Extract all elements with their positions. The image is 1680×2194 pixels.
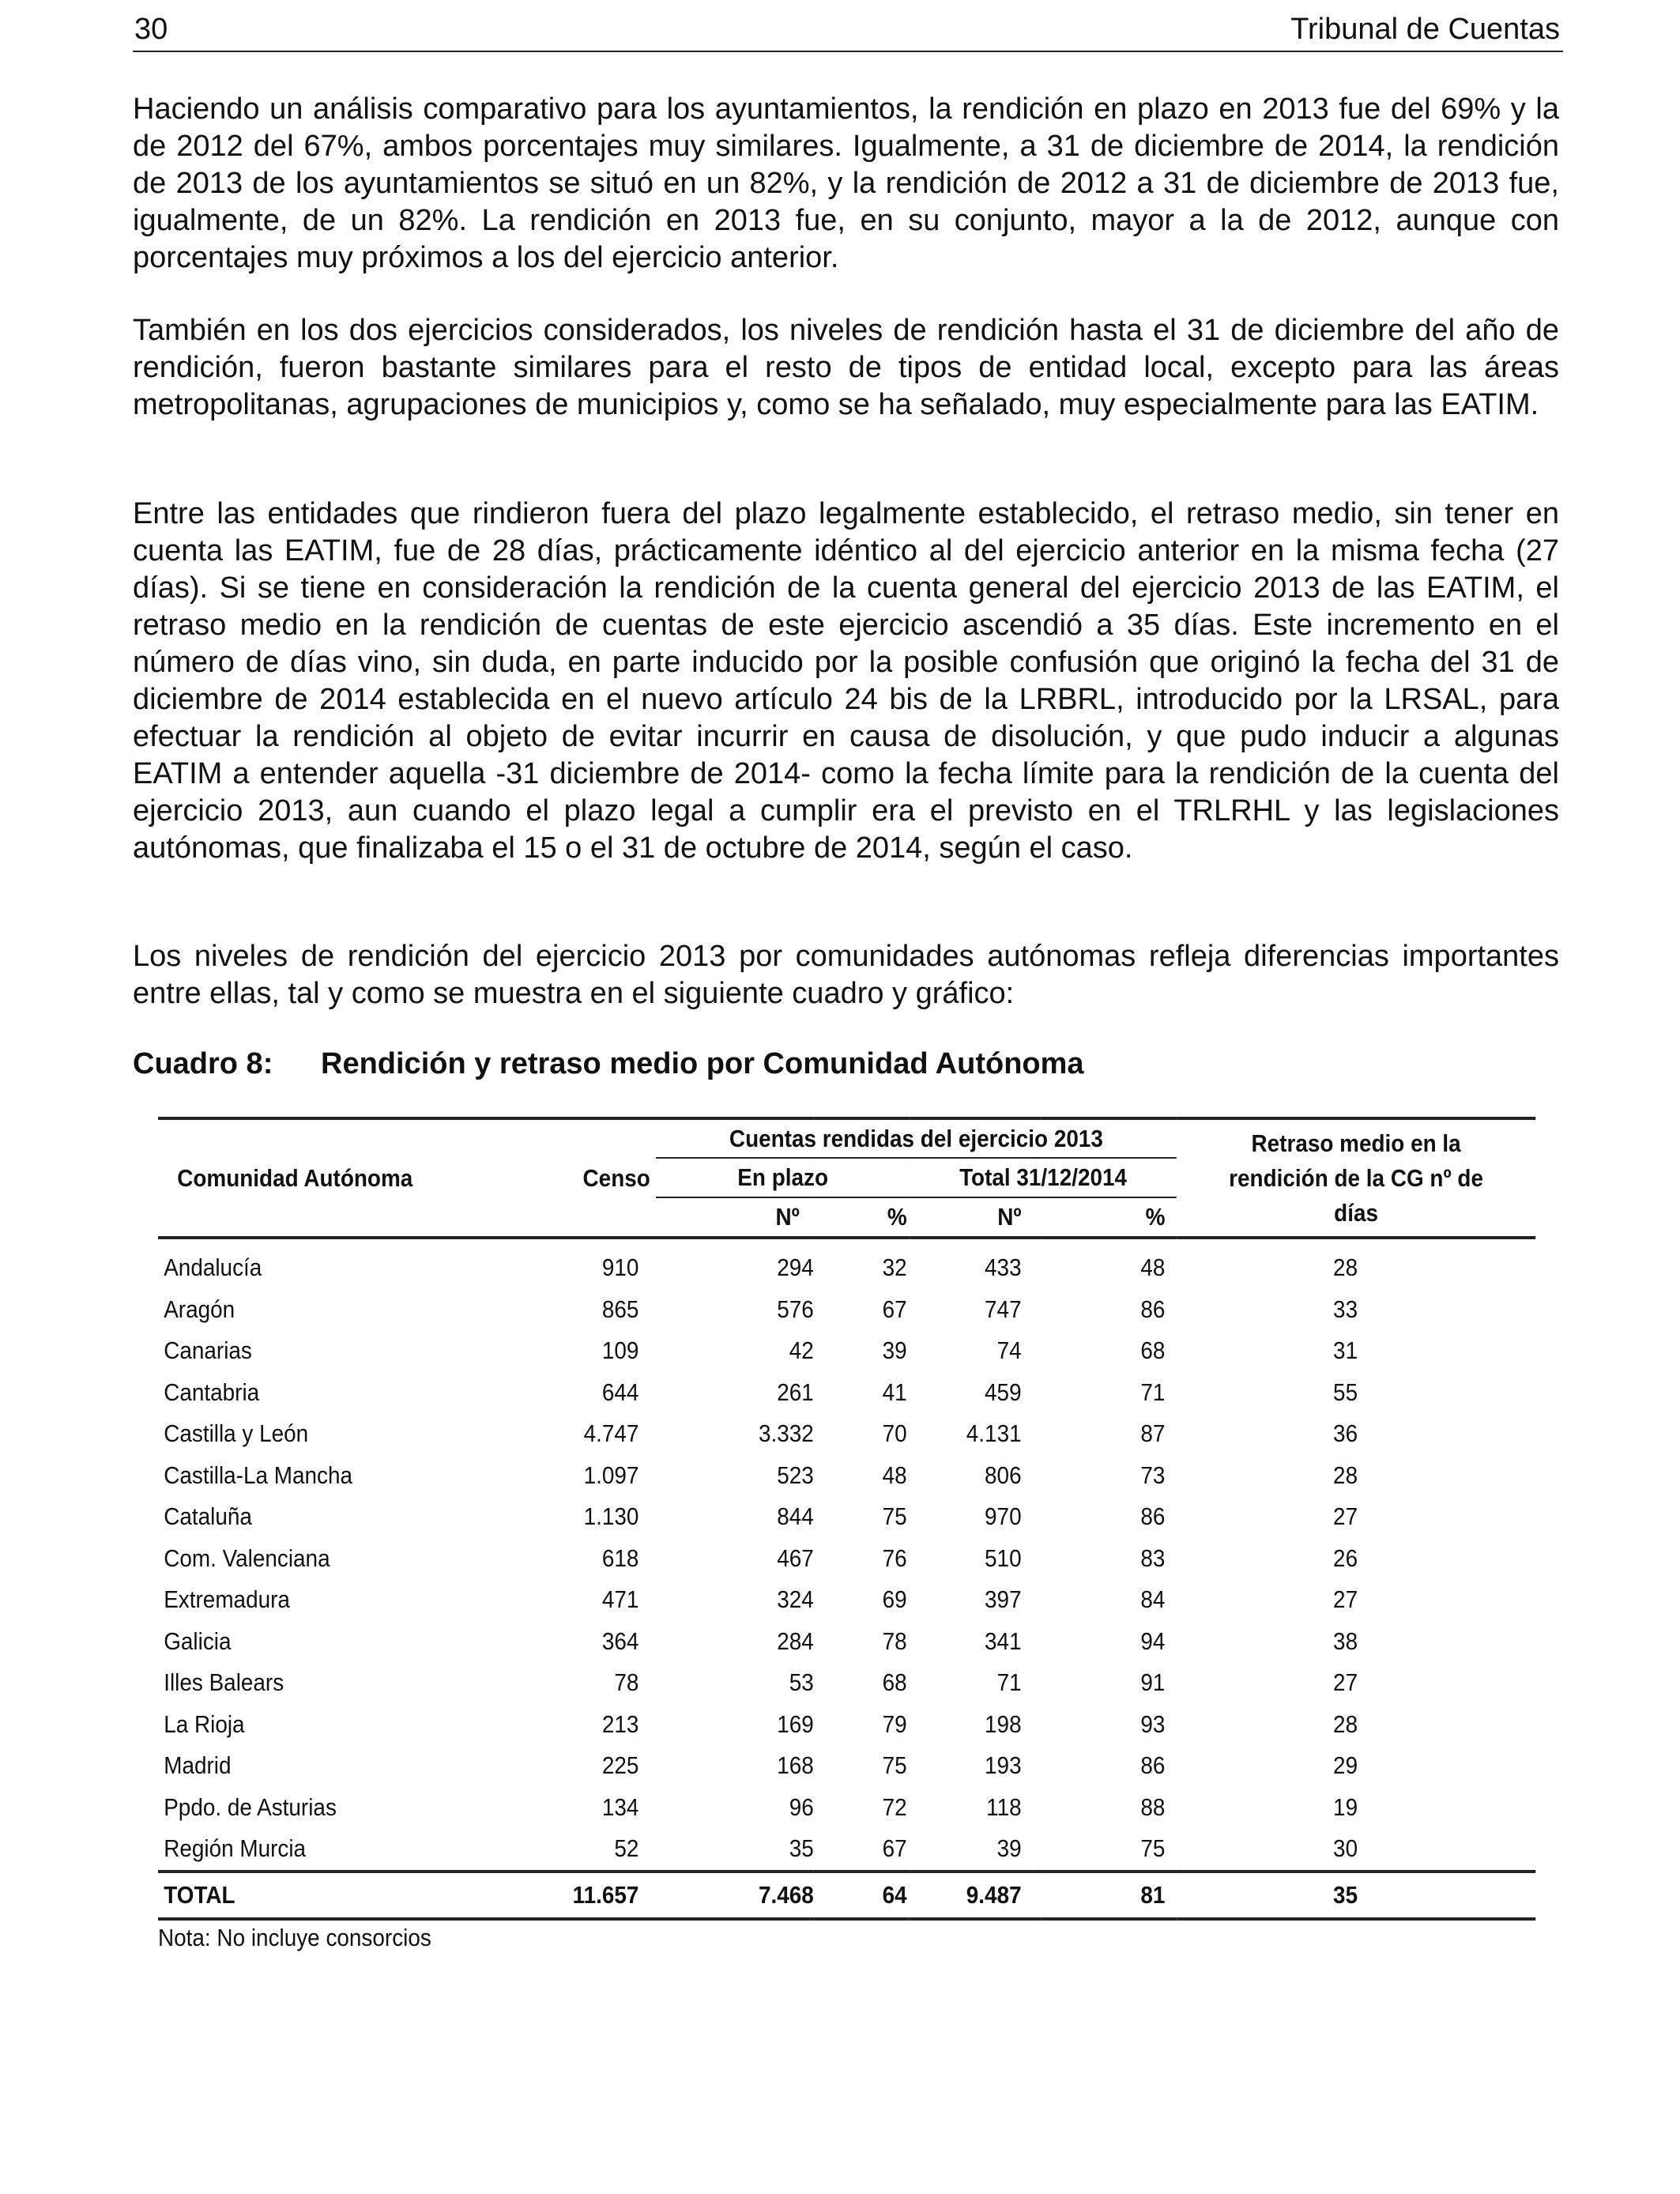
total-label: TOTAL [158,1872,518,1919]
row-in-term-pct: 69 [882,1585,907,1614]
row-total-pct: 86 [1140,1502,1166,1531]
table-row [158,1538,1535,1580]
table-row [158,1745,1535,1787]
table-row [158,1330,1535,1372]
row-census: 618 [601,1544,639,1572]
header-total: Total 31/12/2014 [910,1158,1177,1197]
table-row [158,1238,1535,1289]
row-total-n: 459 [985,1378,1022,1406]
table-row [158,1828,1535,1872]
caption-number: Cuadro 8: [133,1047,273,1080]
total-total-n: 9.487 [910,1872,1041,1919]
row-in-term-n: 523 [777,1461,814,1489]
row-in-term-n: 294 [777,1253,814,1282]
row-total-n: 397 [985,1585,1022,1614]
total-in-term-n: 7.468 [656,1872,814,1919]
row-census: 225 [601,1751,639,1780]
table-row [158,1455,1535,1497]
row-delay: 33 [1333,1295,1358,1323]
row-delay: 28 [1333,1461,1358,1489]
row-community: Aragón [164,1295,235,1323]
row-delay: 19 [1333,1793,1358,1821]
table-row [158,1496,1535,1538]
row-in-term-n: 53 [789,1668,814,1697]
table-row [158,1621,1535,1663]
row-in-term-n: 467 [777,1544,814,1572]
row-in-term-n: 42 [789,1336,814,1365]
table-body [158,1238,1535,1872]
row-total-pct: 84 [1140,1585,1166,1614]
row-delay: 26 [1333,1544,1358,1572]
table-row [158,1289,1535,1331]
table-row [158,1787,1535,1829]
row-in-term-pct: 76 [882,1544,907,1572]
row-total-n: 4.131 [966,1419,1022,1448]
row-total-n: 193 [985,1751,1022,1780]
row-total-pct: 88 [1140,1793,1166,1821]
row-in-term-n: 35 [789,1834,814,1863]
row-community: La Rioja [164,1710,245,1738]
row-community: Com. Valenciana [164,1544,330,1572]
row-total-pct: 73 [1140,1461,1166,1489]
row-delay: 27 [1333,1668,1358,1697]
row-community: Madrid [164,1751,232,1780]
row-in-term-pct: 72 [882,1793,907,1821]
row-in-term-pct: 32 [882,1253,907,1282]
row-community: Castilla-La Mancha [164,1461,353,1489]
header-accounts-group: Cuentas rendidas del ejercicio 2013 [656,1118,1177,1158]
row-total-n: 806 [985,1461,1022,1489]
row-total-pct: 86 [1140,1295,1166,1323]
row-community: Ppdo. de Asturias [164,1793,337,1821]
row-total-n: 74 [996,1336,1022,1365]
row-census: 364 [601,1627,639,1655]
paragraph-2: También en los dos ejercicios considerados, los niveles de rendición hasta el 31 de diciembre del año de rendición, fueron bastante similares para el resto de tipos de entidad local, excepto para las áreas metropolitanas, agrupaciones de municipios y, como se ha señalado, muy especialmente para las EATIM. [133,314,1559,421]
row-community: Canarias [164,1336,252,1365]
row-community: Cantabria [164,1378,260,1406]
row-in-term-n: 168 [777,1751,814,1780]
row-census: 134 [601,1793,639,1821]
row-total-pct: 71 [1140,1378,1166,1406]
row-delay: 31 [1333,1336,1358,1365]
row-census: 4.747 [583,1419,639,1448]
total-delay: 35 [1177,1872,1536,1919]
row-community: Illes Balears [164,1668,284,1697]
header-p2: % [1042,1197,1177,1238]
row-in-term-pct: 39 [882,1336,907,1365]
row-delay: 28 [1333,1253,1358,1282]
row-in-term-n: 576 [777,1295,814,1323]
running-title: Tribunal de Cuentas [1290,13,1560,46]
row-community: Andalucía [164,1253,262,1282]
row-total-n: 39 [996,1834,1022,1863]
row-delay: 38 [1333,1627,1358,1655]
header-n1: Nº [656,1197,814,1238]
row-census: 78 [614,1668,639,1697]
data-table [158,1117,1535,1921]
total-row [158,1872,1535,1919]
row-census: 471 [601,1585,639,1614]
row-total-n: 118 [986,1793,1022,1821]
row-census: 910 [601,1253,639,1282]
row-delay: 55 [1333,1378,1358,1406]
row-total-n: 71 [996,1668,1022,1697]
row-total-pct: 48 [1140,1253,1166,1282]
header-in-term: En plazo [656,1158,910,1197]
row-in-term-n: 169 [777,1710,814,1738]
row-in-term-n: 284 [777,1627,814,1655]
row-total-n: 747 [985,1295,1022,1323]
header-n2: Nº [910,1197,1041,1238]
row-delay: 36 [1333,1419,1358,1448]
row-total-pct: 83 [1140,1544,1166,1572]
row-total-n: 433 [985,1253,1022,1282]
row-total-pct: 87 [1140,1419,1166,1448]
row-in-term-pct: 41 [882,1378,907,1406]
row-census: 213 [601,1710,639,1738]
row-in-term-pct: 48 [882,1461,907,1489]
table-container [158,1117,1535,1921]
row-delay: 29 [1333,1751,1358,1780]
row-in-term-pct: 67 [882,1834,907,1863]
header-community: Comunidad Autónoma [158,1118,518,1238]
paragraph-1: Haciendo un análisis comparativo para los ayuntamientos, la rendición en plazo en 2013 fue del 69% y la de 2012 del 67%, ambos porcentajes muy similares. Igualmente, a 31 de diciembre de 2014, la rendición de 2013 de los ayuntamientos se situó en un 82%, y la rendición de 2012 a 31 de diciembre de 2013 fue, igualmente, de un 82%. La rendición en 2013 fue, en su conjunto, mayor a la de 2012, aunque con porcentajes muy próximos a los del ejercicio anterior. [133,92,1559,274]
row-census: 109 [601,1336,639,1365]
row-in-term-pct: 79 [882,1710,907,1738]
row-in-term-n: 324 [777,1585,814,1614]
table-row [158,1413,1535,1455]
row-census: 865 [601,1295,639,1323]
row-community: Galicia [164,1627,232,1655]
row-community: Castilla y León [164,1419,309,1448]
header-delay: Retraso medio en la rendición de la CG nº de días [1177,1118,1536,1238]
row-total-pct: 86 [1140,1751,1166,1780]
page-header [133,9,1563,52]
row-total-n: 970 [985,1502,1022,1531]
row-in-term-n: 96 [789,1793,814,1821]
row-in-term-n: 3.332 [758,1419,814,1448]
row-total-n: 510 [985,1544,1022,1572]
row-community: Región Murcia [164,1834,307,1863]
table-row [158,1704,1535,1746]
row-census: 52 [614,1834,639,1863]
paragraph-3: Entre las entidades que rindieron fuera del plazo legalmente establecido, el retraso medio, sin tener en cuenta las EATIM, fue de 28 días, prácticamente idéntico al del ejercicio anterior en la misma fecha (27 días). Si se tiene en consideración la rendición de la cuenta general del ejercicio 2013 de las EATIM, el retraso medio en la rendición de cuentas de este ejercicio ascendió a 35 días. Este incremento en el número de días vino, sin duda, en parte inducido por la posible confusión que originó la fecha del 31 de diciembre de 2014 establecida en el nuevo artículo 24 bis de la LRBRL, introducido por la LRSAL, para efectuar la rendición al objeto de evitar incurrir en causa de disolución, y que pudo inducir a algunas EATIM a entender aquella -31 diciembre de 2014- como la fecha límite para la rendición de la cuenta del ejercicio 2013, aun cuando el plazo legal a cumplir era el previsto en el TRLRHL y las legislaciones autónomas, que finalizaba el 15 o el 31 de octubre de 2014, según el caso. [133,497,1559,865]
page-number: 30 [134,13,168,46]
row-total-pct: 68 [1140,1336,1166,1365]
row-delay: 28 [1333,1710,1358,1738]
row-in-term-n: 261 [777,1378,814,1406]
header-census: Censo [518,1118,657,1238]
row-delay: 27 [1333,1585,1358,1614]
row-delay: 30 [1333,1834,1358,1863]
row-in-term-pct: 70 [882,1419,907,1448]
row-total-pct: 91 [1140,1668,1166,1697]
row-in-term-n: 844 [777,1502,814,1531]
row-in-term-pct: 75 [882,1502,907,1531]
caption-title: Rendición y retraso medio por Comunidad Autónoma [321,1047,1084,1080]
table-row [158,1579,1535,1621]
row-census: 1.097 [583,1461,639,1489]
row-total-n: 198 [985,1710,1022,1738]
row-community: Cataluña [164,1502,252,1531]
row-in-term-pct: 75 [882,1751,907,1780]
row-in-term-pct: 78 [882,1627,907,1655]
table-note: Nota: No incluye consorcios [158,1924,431,1951]
row-community: Extremadura [164,1585,290,1614]
table-caption [133,1045,1084,1083]
row-total-n: 341 [985,1627,1022,1655]
paragraph-4: Los niveles de rendición del ejercicio 2013 por comunidades autónomas refleja diferencias importantes entre ellas, tal y como se muestra en el siguiente cuadro y gráfico: [133,940,1559,1010]
table-row [158,1372,1535,1414]
row-census: 644 [601,1378,639,1406]
row-census: 1.130 [583,1502,639,1531]
total-census: 11.657 [518,1872,657,1919]
total-total-pct: 81 [1042,1872,1177,1919]
row-in-term-pct: 67 [882,1295,907,1323]
header-p1: % [814,1197,910,1238]
row-total-pct: 93 [1140,1710,1166,1738]
row-total-pct: 75 [1140,1834,1166,1863]
total-in-term-pct: 64 [814,1872,910,1919]
row-in-term-pct: 68 [882,1668,907,1697]
row-total-pct: 94 [1140,1627,1166,1655]
table-row [158,1662,1535,1704]
row-delay: 27 [1333,1502,1358,1531]
